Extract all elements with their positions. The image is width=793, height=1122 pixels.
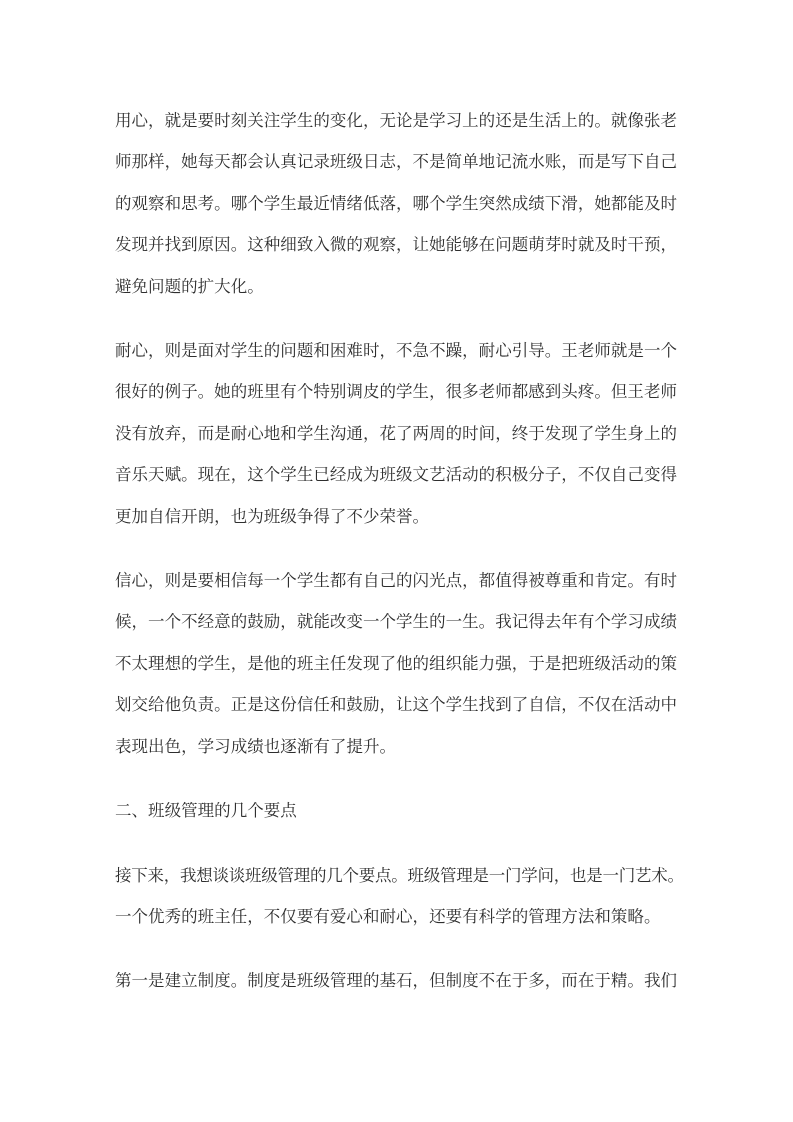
text-line: 划交给他负责。正是这份信任和鼓励，让这个学生找到了自信，不仅在活动中 — [115, 695, 678, 715]
text-line: 信心，则是要相信每一个学生都有自己的闪光点，都值得被尊重和肯定。有时 — [115, 571, 678, 591]
text-line: 没有放弃，而是耐心地和学生沟通，花了两周的时间，终于发现了学生身上的 — [115, 423, 678, 443]
text-line: 师那样，她每天都会认真记录班级日志，不是简单地记流水账，而是写下自己 — [115, 152, 678, 172]
section-heading — [115, 790, 677, 831]
text-line: 避免问题的扩大化。 — [115, 276, 264, 296]
text-line: 音乐天赋。现在，这个学生已经成为班级文艺活动的积极分子，不仅自己变得 — [115, 465, 678, 485]
text-line: 接下来，我想谈谈班级管理的几个要点。班级管理是一门学问，也是一门艺术。 — [115, 865, 684, 885]
section-heading-text: 二、班级管理的几个要点 — [115, 801, 297, 821]
text-line: 候，一个不经意的鼓励，就能改变一个学生的一生。我记得去年有个学习成绩 — [115, 612, 678, 632]
text-line: 用心，就是要时刻关注学生的变化，无论是学习上的还是生活上的。就像张老 — [115, 111, 678, 130]
text-line: 耐心，则是面对学生的问题和困难时，不急不躁，耐心引导。王老师就是一个 — [115, 341, 678, 361]
paragraph-care — [115, 100, 677, 307]
text-line: 的观察和思考。哪个学生最近情绪低落，哪个学生突然成绩下滑，她都能及时 — [115, 193, 678, 213]
text-line: 一个优秀的班主任，不仅要有爱心和耐心，还要有科学的管理方法和策略。 — [115, 906, 661, 926]
text-line: 发现并找到原因。这种细致入微的观察，让她能够在问题萌芽时就及时干预， — [115, 235, 678, 255]
paragraph-first-point — [115, 960, 677, 1001]
text-line: 表现出色，学习成绩也逐渐有了提升。 — [115, 736, 397, 756]
paragraph-management-intro — [115, 855, 684, 938]
paragraph-patience — [115, 330, 677, 537]
text-line: 更加自信开朗，也为班级争得了不少荣誉。 — [115, 506, 430, 526]
text-line: 第一是建立制度。制度是班级管理的基石，但制度不在于多，而在于精。我们 — [115, 971, 678, 991]
text-line: 很好的例子。她的班里有个特别调皮的学生，很多老师都感到头疼。但王老师 — [115, 382, 678, 402]
paragraph-confidence — [115, 560, 677, 767]
text-line: 不太理想的学生，是他的班主任发现了他的组织能力强，于是把班级活动的策 — [115, 653, 678, 673]
